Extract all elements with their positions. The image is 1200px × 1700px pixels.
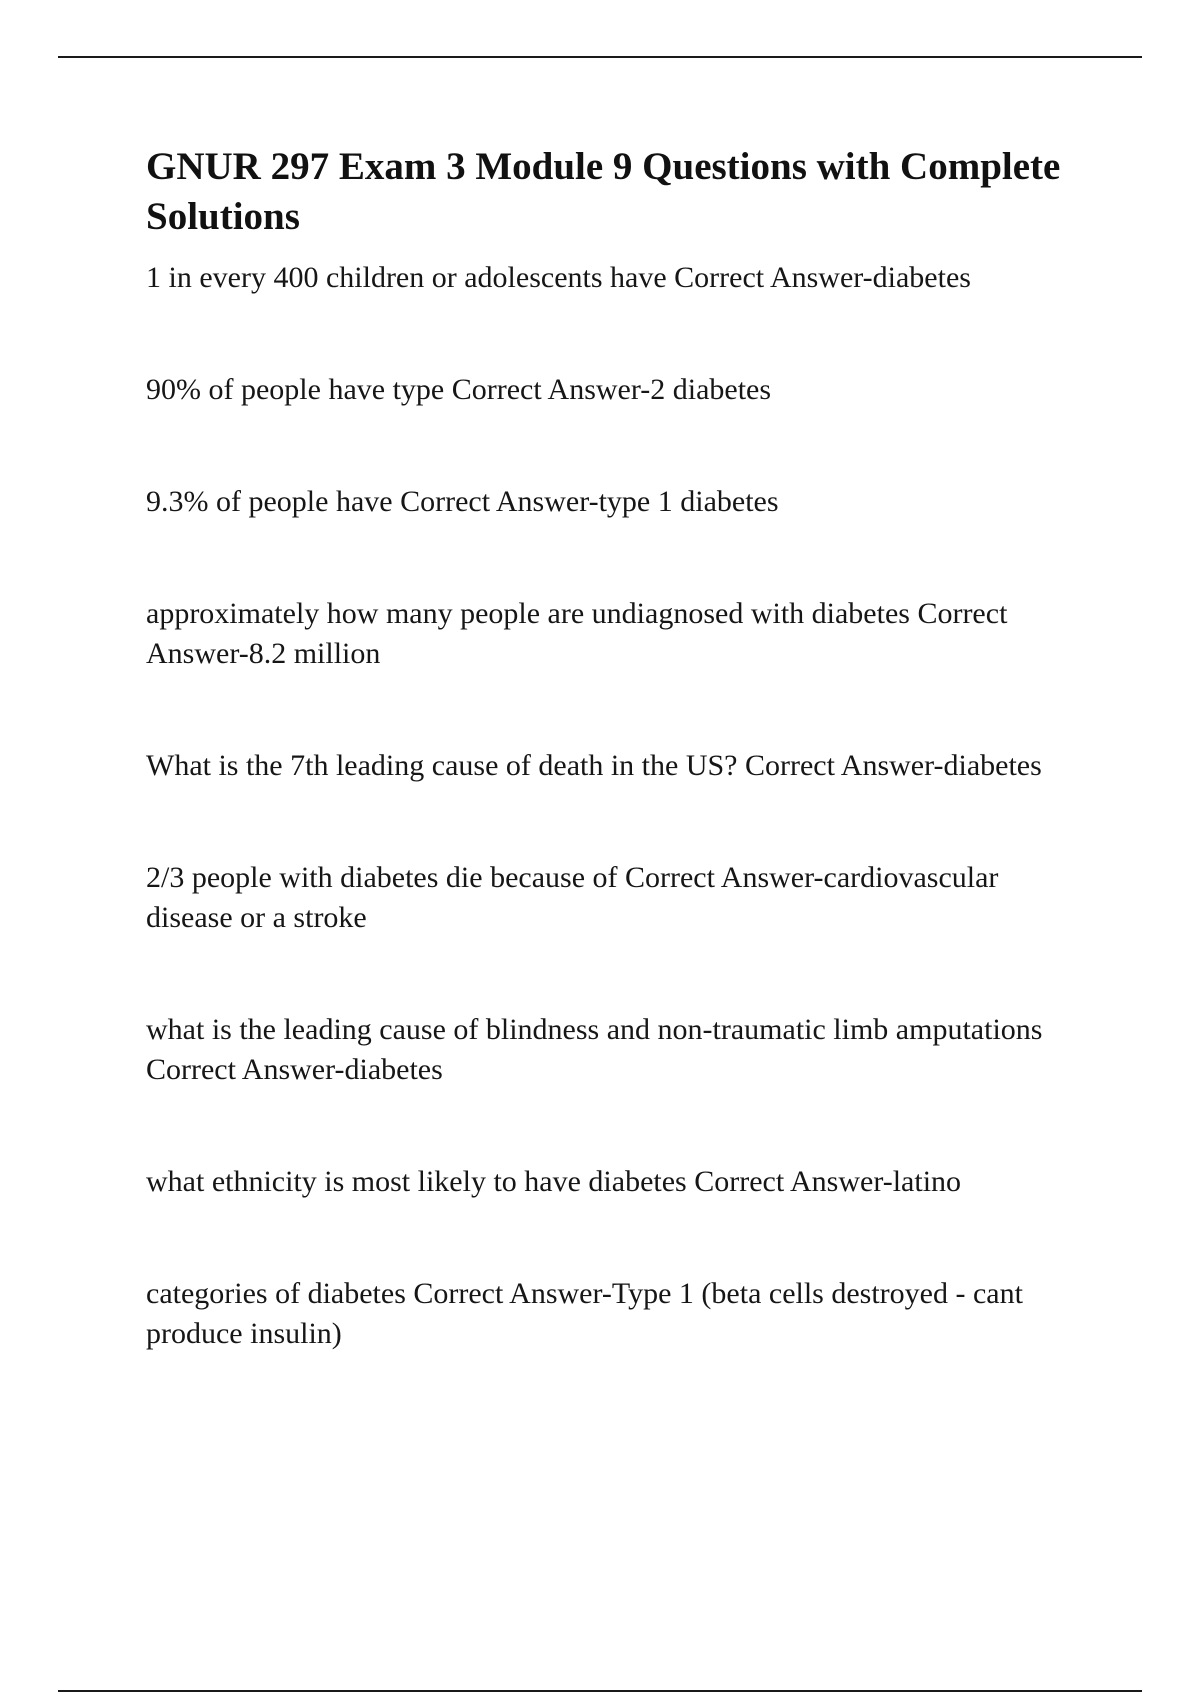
qa-item: 2/3 people with diabetes die because of Correct Answer-cardiovascular disease or a stroke <box>146 861 999 934</box>
qa-item: categories of diabetes Correct Answer-Type 1 (beta cells destroyed - cant produce insulin) <box>146 1277 1023 1350</box>
document-title: GNUR 297 Exam 3 Module 9 Questions with Complete Solutions <box>146 145 1061 238</box>
qa-item: 1 in every 400 children or adolescents have Correct Answer-diabetes <box>146 261 971 294</box>
qa-item: What is the 7th leading cause of death in the US? Correct Answer-diabetes <box>146 749 1042 782</box>
qa-item: approximately how many people are undiagnosed with diabetes Correct Answer-8.2 million <box>146 597 1008 670</box>
footer-rule <box>58 1690 1142 1692</box>
page-content <box>146 142 1086 1426</box>
header-rule <box>58 56 1142 58</box>
qa-item: 9.3% of people have Correct Answer-type 1 diabetes <box>146 485 779 518</box>
qa-list <box>146 258 1086 1354</box>
qa-item: what ethnicity is most likely to have diabetes Correct Answer-latino <box>146 1165 962 1198</box>
qa-item: what is the leading cause of blindness and non-traumatic limb amputations Correct Answer-diabetes <box>146 1013 1043 1086</box>
qa-item: 90% of people have type Correct Answer-2 diabetes <box>146 373 772 406</box>
